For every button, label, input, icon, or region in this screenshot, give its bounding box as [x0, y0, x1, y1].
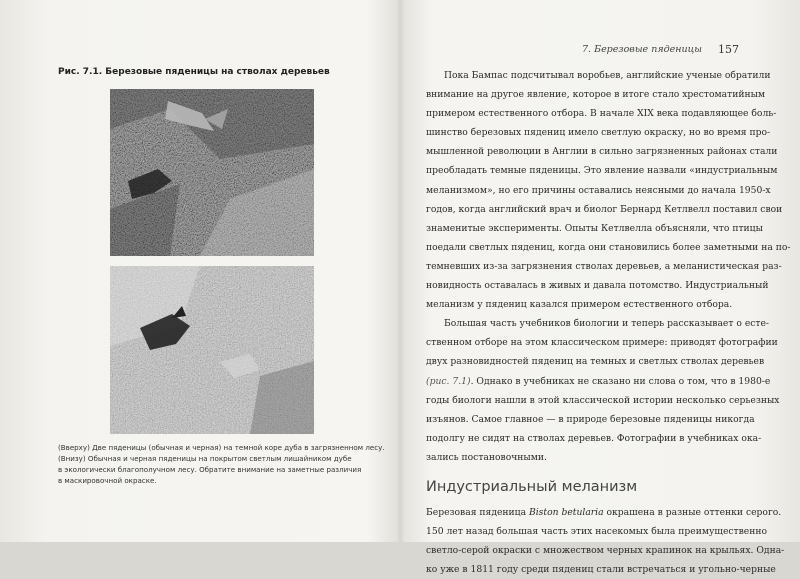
- text-line: светло-серой окраски с множеством черных крапинок на крыльях. Одна-: [426, 545, 785, 557]
- figure-title: Рис. 7.1. Березовые пяденицы на стволах деревьев: [58, 67, 330, 77]
- text-line: Пока Бампас подсчитывал воробьев, английские ученые обратили: [444, 70, 771, 81]
- caption-line: в экологически благополучном лесу. Обратите внимание на заметные различия: [58, 465, 362, 474]
- text-line: Большая часть учебников биологии и теперь рассказывает о есте-: [444, 318, 770, 330]
- text-line: зались постановочными.: [426, 451, 547, 463]
- text-span: Березовая пяденица: [426, 506, 529, 518]
- text-line: [426, 503, 782, 522]
- text-line: новидность оставалась в живых и давала потомство. Индустриальный: [426, 280, 769, 292]
- text-line: подолгу не сидят на стволах деревьев. Фотографии в учебниках ока-: [426, 432, 762, 444]
- text-line: ственном отборе на этом классическом примере: приводят фотографии: [426, 337, 778, 349]
- caption-line: (Вверху) Две пяденицы (обычная и черная) на темной коре дуба в загрязненном лесу.: [58, 443, 385, 452]
- body-text: [426, 66, 791, 579]
- section-heading: Индустриальный меланизм: [426, 478, 638, 495]
- text-line: ко уже в 1811 году среди пядениц стали встречаться и угольно-черные: [426, 564, 776, 576]
- text-line: преобладать темные пяденицы. Это явление назвали «индустриальным: [426, 165, 778, 177]
- species-name: Biston betularia: [528, 506, 604, 518]
- moth-photo-lichen-bark: [110, 266, 314, 434]
- text-line: поедали светлых пядениц, когда они становились более заметными на по-: [426, 241, 791, 253]
- text-line: [426, 372, 771, 391]
- text-line: 150 лет назад большая часть этих насекомых была преимущественно: [426, 526, 768, 538]
- text-line: темневших из-за загрязнения стволах деревьев, а меланистическая раз-: [426, 260, 782, 272]
- text-line: шинство березовых пядениц имело светлую окраску, но во время про-: [426, 127, 771, 139]
- caption-line: в маскировочной окраске.: [58, 476, 157, 485]
- caption-line: (Внизу) Обычная и черная пяденицы на покрытом светлым лишайником дубе: [58, 454, 352, 463]
- text-line: мышленной революции в Англии в сильно загрязненных районах стали: [426, 146, 778, 158]
- text-line: двух разновидностей пядениц на темных и светлых стволах деревьев: [426, 356, 765, 368]
- figure-caption: [58, 442, 388, 486]
- text-line: примером естественного отбора. В начале XIX века подавляющее боль-: [426, 108, 777, 120]
- figure-reference: (рис. 7.1): [426, 375, 471, 387]
- text-line: знаменитые эксперименты. Опыты Кетлвелла объясняли, что птицы: [426, 222, 763, 234]
- text-line: годы биологи нашли в этой классической истории несколько серьезных: [426, 394, 780, 406]
- text-line: годов, когда английский врач и биолог Бернард Кетлвелл поставил свои: [426, 203, 783, 215]
- text-span: . Однако в учебниках не сказано ни слова о том, что в 1980-е: [470, 375, 771, 387]
- text-span: окрашена в разные оттенки серого.: [603, 506, 782, 518]
- text-line: меланизмом», но его причины оставались неясными до начала 1950-х: [426, 184, 771, 196]
- moth-photo-dark-bark: [110, 89, 314, 256]
- running-head: 7. Березовые пяденицы: [582, 44, 702, 55]
- page-number: 157: [718, 43, 739, 56]
- text-line: изъянов. Самое главное — в природе березовые пяденицы никогда: [426, 413, 755, 425]
- text-line: меланизм у пядениц казался примером естественного отбора.: [426, 299, 733, 311]
- text-line: внимание на другое явление, которое в итоге стало хрестоматийным: [426, 89, 766, 101]
